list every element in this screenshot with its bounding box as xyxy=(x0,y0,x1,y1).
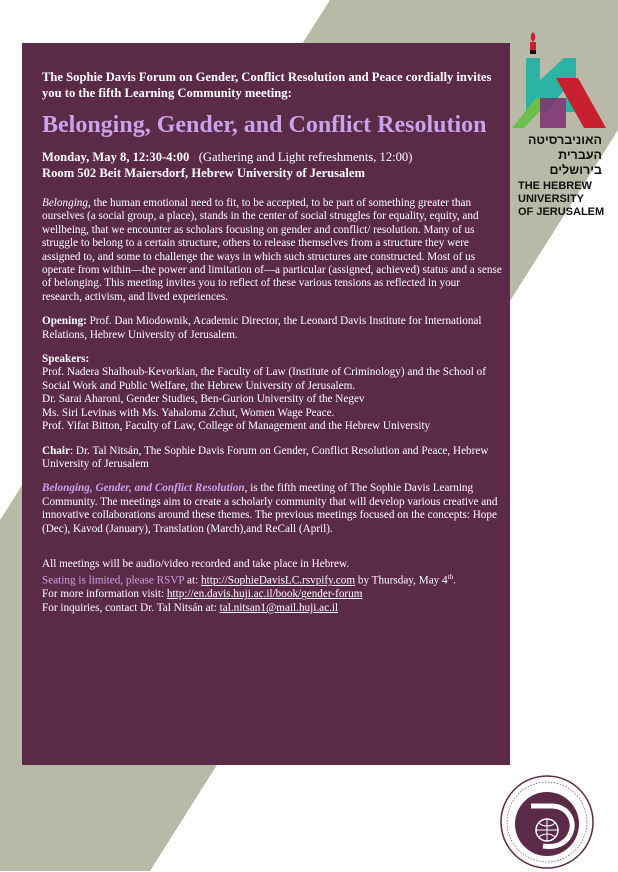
opening-label: Opening: xyxy=(42,315,87,328)
hebrew-line: העברית xyxy=(558,148,602,162)
footer-notes xyxy=(42,558,502,615)
university-name-english xyxy=(518,180,614,219)
english-line: OF JERUSALEM xyxy=(518,206,605,218)
rsvp-line xyxy=(42,571,502,588)
event-title: Belonging, Gender, and Conflict Resolution xyxy=(42,112,487,138)
speaker-item: Ms. Siri Levinas with Ms. Yahaloma Zchut, Women Wage Peace. xyxy=(42,406,335,419)
invitation-content xyxy=(42,70,502,615)
abstract-lead: Belonging xyxy=(42,197,88,209)
opening-text: Prof. Dan Miodownik, Academic Director, the Leonard Davis Institute for International Relations, Hebrew University of Jerusalem. xyxy=(42,315,482,341)
event-gathering-note: (Gathering and Light refreshments, 12:00) xyxy=(198,150,413,164)
info-prefix: For more information visit: xyxy=(42,588,167,601)
chair-text: : Dr. Tal Nitsán, The Sophie Davis Forum on Gender, Conflict Resolution and Peace, Hebrew University of Jerusalem xyxy=(42,444,489,470)
event-date-time: Monday, May 8, 12:30-4:00 xyxy=(42,150,190,164)
opening-paragraph xyxy=(42,315,502,342)
speaker-item: Prof. Yifat Bitton, Faculty of Law, College of Management and the Hebrew University xyxy=(42,420,431,433)
english-line: UNIVERSITY xyxy=(518,193,585,205)
about-paragraph xyxy=(42,482,502,536)
speaker-item: Dr. Sarai Aharoni, Gender Studies, Ben-Gurion University of the Negev xyxy=(42,393,365,406)
rsvp-at: at: xyxy=(184,575,202,588)
rsvp-sup: th xyxy=(447,573,454,582)
chair-paragraph xyxy=(42,445,502,472)
abstract-body: , the human emotional need to fit, to be accepted, to be part of something greater than ourselves (a social group, a place), stands in the center of social struggles for equality, equity, and wellbeing, that we encounter as scholars focusing on gender and conflict/ resolution. Many of us struggle to belong to a certain structure, others to release themselves from a structure they were assigned to, and some to challenge the ways in which such structures are constructed. Most of us operate from within—the power and limitation of—a particular (assigned, achieved) status and a sense of belonging. This meeting invites you to reflect of these various tensions as reflected in your research, activism, and lived experiences. xyxy=(42,197,502,303)
speakers-label: Speakers: xyxy=(42,353,90,366)
rsvp-suffix: by Thursday, May 4 xyxy=(355,575,448,588)
about-body: , is the fifth meeting of The Sophie Davis Learning Community. The meetings aim to create a scholarly community that will develop various creative and innovative collaborations around these themes. The previous meetings focused on the concepts: Hope (Dec), Kavod (January), Translation (March),and ReCall (April). xyxy=(42,482,498,535)
info-link[interactable]: http://en.davis.huji.ac.il/book/gender-forum xyxy=(166,588,363,601)
rsvp-link[interactable]: http://SophieDavisLC.rsvpify.com xyxy=(201,575,356,588)
inquiry-email-link[interactable]: tal.nitsan1@mail.huji.ac.il xyxy=(219,601,339,614)
rsvp-prefix: Seating is limited, please RSVP xyxy=(42,575,185,588)
abstract-paragraph xyxy=(42,197,502,304)
english-line: THE HEBREW xyxy=(518,180,592,192)
intro-text: The Sophie Davis Forum on Gender, Conflict Resolution and Peace cordially invites you to the fifth Learning Community meeting: xyxy=(42,70,492,100)
rsvp-end: . xyxy=(453,575,456,588)
sophie-davis-forum-seal-icon xyxy=(497,772,597,872)
speaker-item: Prof. Nadera Shalhoub-Kevorkian, the Faculty of Law (Institute of Criminology) and the School of Social Work and Public Welfare, the Hebrew University of Jerusalem. xyxy=(42,366,486,392)
university-name xyxy=(518,133,614,219)
hebrew-line: בירושלים xyxy=(549,163,602,177)
info-line xyxy=(42,588,502,601)
inquiry-line xyxy=(42,602,502,615)
inquiry-prefix: For inquiries, contact Dr. Tal Nitsán at: xyxy=(42,601,220,614)
recording-note: All meetings will be audio/video recorded and take place in Hebrew. xyxy=(42,557,350,570)
about-lead: Belonging, Gender, and Conflict Resolution xyxy=(42,482,245,495)
hebrew-line: האוניברסיטה xyxy=(527,133,602,147)
event-when xyxy=(42,150,502,181)
university-name-hebrew xyxy=(518,133,602,178)
event-room: Room 502 Beit Maiersdorf, Hebrew University of Jerusalem xyxy=(42,165,365,180)
speakers-section xyxy=(42,353,502,433)
chair-label: Chair xyxy=(42,444,70,457)
